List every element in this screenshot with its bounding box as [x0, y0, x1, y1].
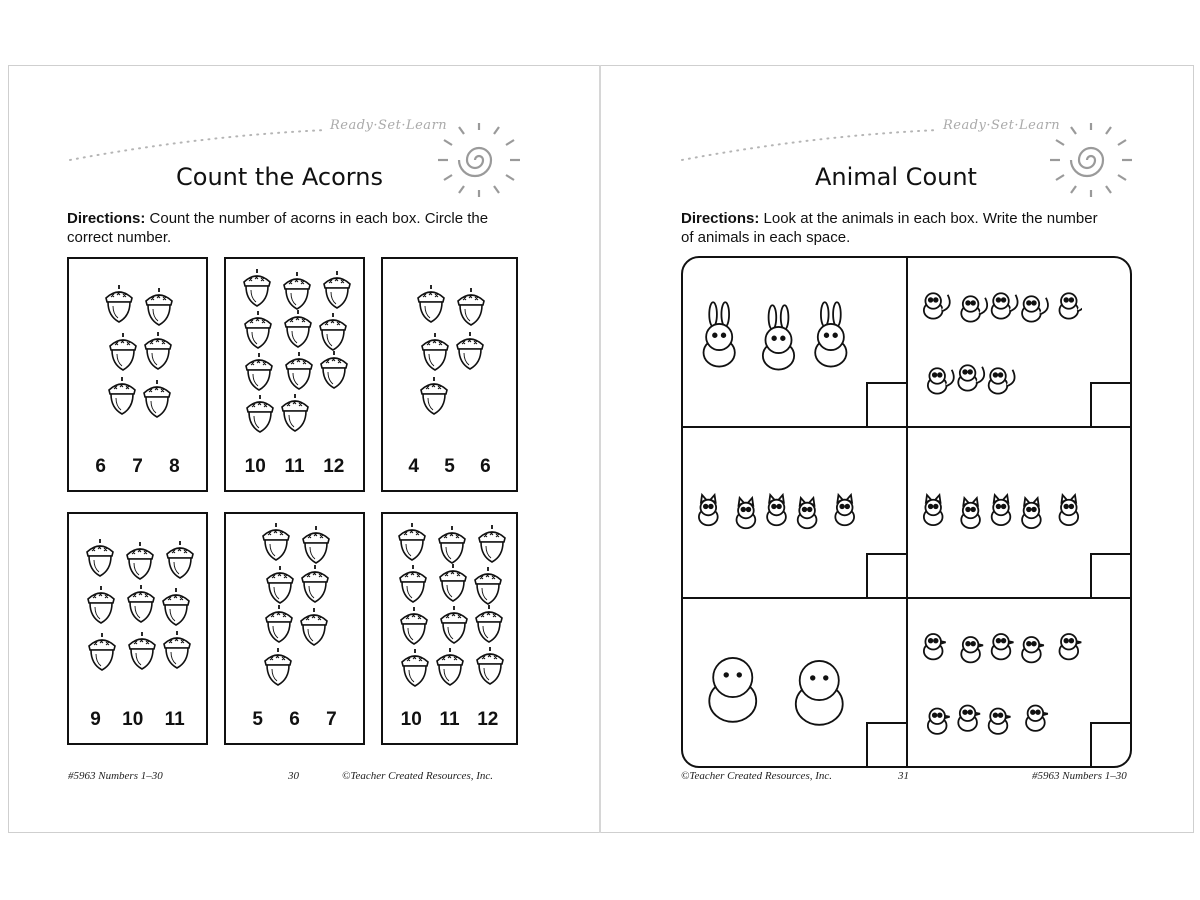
acorn-icon — [263, 647, 293, 687]
number-choice[interactable]: 11 — [164, 709, 185, 730]
acorn-icon — [438, 563, 468, 603]
brand-logo-text: Ready·Set·Learn — [943, 118, 1061, 133]
number-choices — [383, 709, 516, 731]
acorn-icon — [243, 310, 273, 350]
number-choice[interactable]: 11 — [284, 456, 305, 477]
number-choices — [69, 709, 206, 731]
acorn-icon — [456, 287, 486, 327]
footer-publisher: ©Teacher Created Resources, Inc. — [342, 770, 494, 782]
directions — [681, 209, 1111, 247]
number-choices — [383, 456, 516, 478]
acorn-icon — [161, 587, 191, 627]
acorn-icon — [419, 376, 449, 416]
number-choices — [226, 709, 363, 731]
acorn-icon — [439, 605, 469, 645]
sun-icon — [1048, 122, 1134, 198]
acorn-icon — [473, 566, 503, 606]
animal-cell — [908, 599, 1130, 766]
footer-page-number: 31 — [898, 770, 909, 782]
acorn-count-box — [224, 257, 365, 492]
sun-icon — [436, 122, 522, 198]
acorn-icon — [300, 564, 330, 604]
acorn-icon — [416, 284, 446, 324]
page-title: Count the Acorns — [176, 163, 383, 191]
number-choice[interactable]: 10 — [244, 456, 266, 477]
number-choice[interactable]: 4 — [408, 456, 419, 477]
acorn-icon — [104, 284, 134, 324]
acorn-icon — [264, 604, 294, 644]
number-choice[interactable]: 5 — [252, 709, 263, 730]
acorn-icon — [85, 538, 115, 578]
acorn-icon — [301, 525, 331, 565]
acorn-icon — [126, 584, 156, 624]
footer-book-number: #5963 Numbers 1–30 — [68, 770, 163, 782]
number-choices — [69, 456, 206, 478]
number-choice[interactable]: 10 — [400, 709, 422, 730]
acorn-count-box — [381, 512, 518, 745]
acorn-icon — [420, 332, 450, 372]
number-choice[interactable]: 6 — [289, 709, 300, 730]
acorn-icon — [475, 646, 505, 686]
number-choice[interactable]: 5 — [444, 456, 455, 477]
answer-box[interactable] — [1090, 382, 1130, 426]
acorn-icon — [299, 607, 329, 647]
brand-logo-text: Ready·Set·Learn — [330, 118, 448, 133]
acorn-icon — [162, 630, 192, 670]
answer-box[interactable] — [1090, 722, 1130, 766]
squirrel-icon — [920, 268, 1082, 417]
animal-cell — [908, 428, 1130, 597]
answer-box[interactable] — [866, 722, 906, 766]
directions-text: Count the number of acorns in each box. Circle the correct number. — [67, 210, 489, 246]
animal-cell — [683, 599, 906, 766]
acorn-icon — [477, 524, 507, 564]
footer-publisher: ©Teacher Created Resources, Inc. — [681, 770, 833, 782]
directions — [67, 209, 517, 247]
kitten-icon — [920, 438, 1082, 588]
acorn-icon — [142, 379, 172, 419]
number-choice[interactable]: 11 — [439, 709, 460, 730]
duck-icon — [920, 609, 1082, 757]
acorn-icon — [87, 632, 117, 672]
directions-label: Directions: — [681, 210, 760, 227]
acorn-count-box — [67, 512, 208, 745]
animal-cell — [908, 258, 1130, 426]
acorn-icon — [261, 522, 291, 562]
acorn-icon — [280, 393, 310, 433]
acorn-icon — [127, 631, 157, 671]
answer-box[interactable] — [1090, 553, 1130, 597]
acorn-icon — [322, 270, 352, 310]
acorn-icon — [474, 604, 504, 644]
acorn-icon — [86, 585, 116, 625]
answer-box[interactable] — [866, 382, 906, 426]
acorn-icon — [397, 522, 427, 562]
directions-label: Directions: — [67, 210, 146, 227]
puppy-icon — [695, 438, 858, 588]
number-choice[interactable]: 9 — [90, 709, 101, 730]
footer-page-number: 30 — [288, 770, 299, 782]
acorn-icon — [437, 525, 467, 565]
animal-cell — [683, 428, 906, 597]
acorn-icon — [165, 540, 195, 580]
acorn-icon — [284, 351, 314, 391]
number-choice[interactable]: 7 — [132, 456, 143, 477]
acorn-icon — [265, 565, 295, 605]
number-choices — [226, 456, 363, 478]
animal-count-grid — [681, 256, 1132, 768]
acorn-count-box — [67, 257, 208, 492]
acorn-icon — [398, 564, 428, 604]
acorn-icon — [107, 376, 137, 416]
acorn-icon — [318, 312, 348, 352]
number-choice[interactable]: 12 — [323, 456, 345, 477]
acorn-icon — [455, 331, 485, 371]
animal-cell — [683, 258, 906, 426]
acorn-icon — [435, 647, 465, 687]
acorn-icon — [244, 352, 274, 392]
acorn-count-box — [224, 512, 365, 745]
acorn-icon — [319, 350, 349, 390]
acorn-icon — [400, 648, 430, 688]
number-choice[interactable]: 8 — [169, 456, 180, 477]
bunny-icon — [695, 268, 858, 417]
page-title: Animal Count — [815, 163, 977, 191]
acorn-icon — [242, 268, 272, 308]
dotted-swoosh-decoration — [68, 118, 328, 164]
number-choice[interactable]: 10 — [122, 709, 144, 730]
acorn-icon — [144, 287, 174, 327]
acorn-count-box — [381, 257, 518, 492]
number-choice[interactable]: 6 — [480, 456, 491, 477]
footer-book-number: #5963 Numbers 1–30 — [1032, 770, 1127, 782]
acorn-icon — [399, 606, 429, 646]
number-choice[interactable]: 12 — [477, 709, 499, 730]
number-choice[interactable]: 6 — [95, 456, 106, 477]
number-choice[interactable]: 7 — [326, 709, 337, 730]
answer-box[interactable] — [866, 553, 906, 597]
acorn-icon — [282, 271, 312, 311]
acorn-icon — [283, 309, 313, 349]
pig-icon — [695, 609, 858, 757]
directions-text: Look at the animals in each box. Write the number of animals in each space. — [681, 210, 1098, 246]
acorn-icon — [108, 332, 138, 372]
acorn-icon — [143, 331, 173, 371]
acorn-icon — [245, 394, 275, 434]
dotted-swoosh-decoration — [680, 118, 940, 164]
acorn-icon — [125, 541, 155, 581]
